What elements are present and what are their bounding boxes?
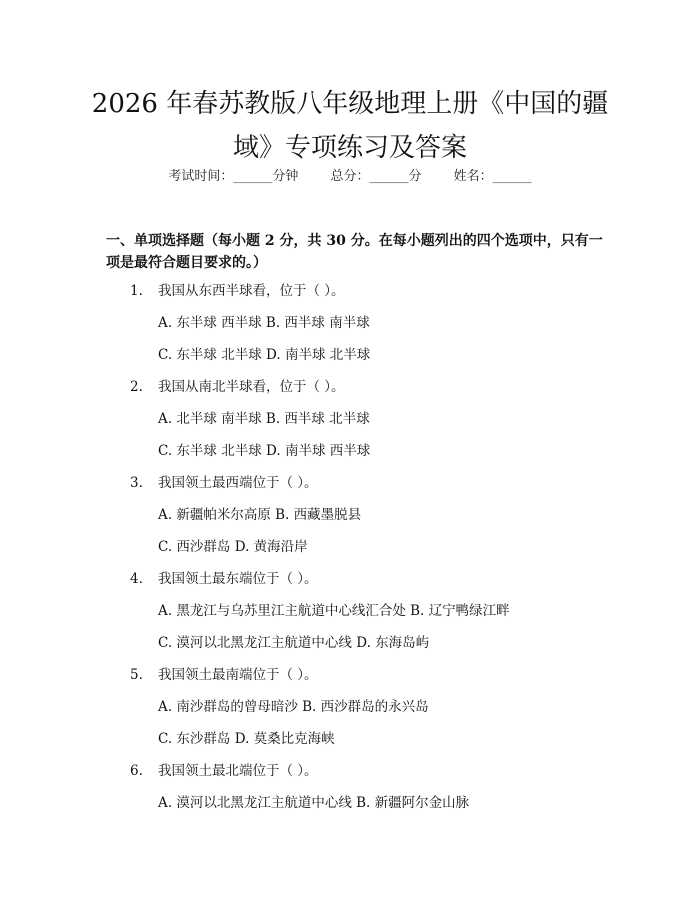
- exam-name: 姓名：______: [453, 169, 532, 184]
- question-options: A. 东半球 西半球 B. 西半球 南半球: [158, 315, 370, 331]
- question-number: 6.: [130, 763, 143, 779]
- question-number: 1.: [130, 283, 143, 299]
- question-number: 5.: [130, 667, 143, 683]
- question-stem: [130, 665, 610, 697]
- question-options: A. 漠河以北黑龙江主航道中心线 B. 新疆阿尔金山脉: [158, 795, 470, 811]
- question-number: 2.: [130, 379, 143, 395]
- question-number: 3.: [130, 475, 143, 491]
- exam-time: 考试时间：______分钟: [168, 169, 299, 184]
- section-heading: 一、单项选择题（每小题 2 分，共 30 分。在每小题列出的四个选项中，只有一项是最符合题目要求的。）: [106, 233, 603, 271]
- question-text: 我国领土最北端位于（ ）。: [158, 763, 318, 779]
- question-options: A. 新疆帕米尔高原 B. 西藏墨脱县: [158, 507, 362, 523]
- question-options: C. 东半球 北半球 D. 南半球 北半球: [158, 347, 371, 363]
- question-number: 4.: [130, 571, 143, 587]
- time-blank: ______: [233, 169, 273, 184]
- question-text: 我国领土最东端位于（ ）。: [158, 571, 318, 587]
- question-options: A. 黑龙江与乌苏里江主航道中心线汇合处 B. 辽宁鸭绿江畔: [158, 603, 510, 619]
- question-options: C. 东沙群岛 D. 莫桑比克海峡: [158, 731, 335, 747]
- question-text: 我国从南北半球看，位于（ ）。: [158, 379, 345, 395]
- question-options: C. 漠河以北黑龙江主航道中心线 D. 东海岛屿: [158, 635, 430, 651]
- question-options: A. 北半球 南半球 B. 西半球 北半球: [158, 411, 370, 427]
- question-options: C. 西沙群岛 D. 黄海沿岸: [158, 539, 308, 555]
- title-line-2: 域》专项练习及答案: [232, 133, 467, 163]
- question-options: C. 东半球 北半球 D. 南半球 西半球: [158, 443, 371, 459]
- question-stem: [130, 569, 610, 601]
- score-blank: ______: [369, 169, 409, 184]
- title-line-1: 2026 年春苏教版八年级地理上册《中国的疆: [91, 89, 609, 119]
- question-stem: [130, 281, 610, 313]
- question-text: 我国领土最南端位于（ ）。: [158, 667, 318, 683]
- question-list: [130, 281, 610, 825]
- question-text: 我国领土最西端位于（ ）。: [158, 475, 318, 491]
- document-title: [70, 82, 630, 170]
- question-stem: [130, 761, 610, 793]
- name-blank: ______: [492, 169, 532, 184]
- question-text: 我国从东西半球看，位于（ ）。: [158, 283, 345, 299]
- question-stem: [130, 377, 610, 409]
- question-options: A. 南沙群岛的曾母暗沙 B. 西沙群岛的永兴岛: [158, 699, 429, 715]
- question-stem: [130, 473, 610, 505]
- exam-score: 总分：______分: [330, 169, 422, 184]
- exam-meta: [0, 168, 700, 186]
